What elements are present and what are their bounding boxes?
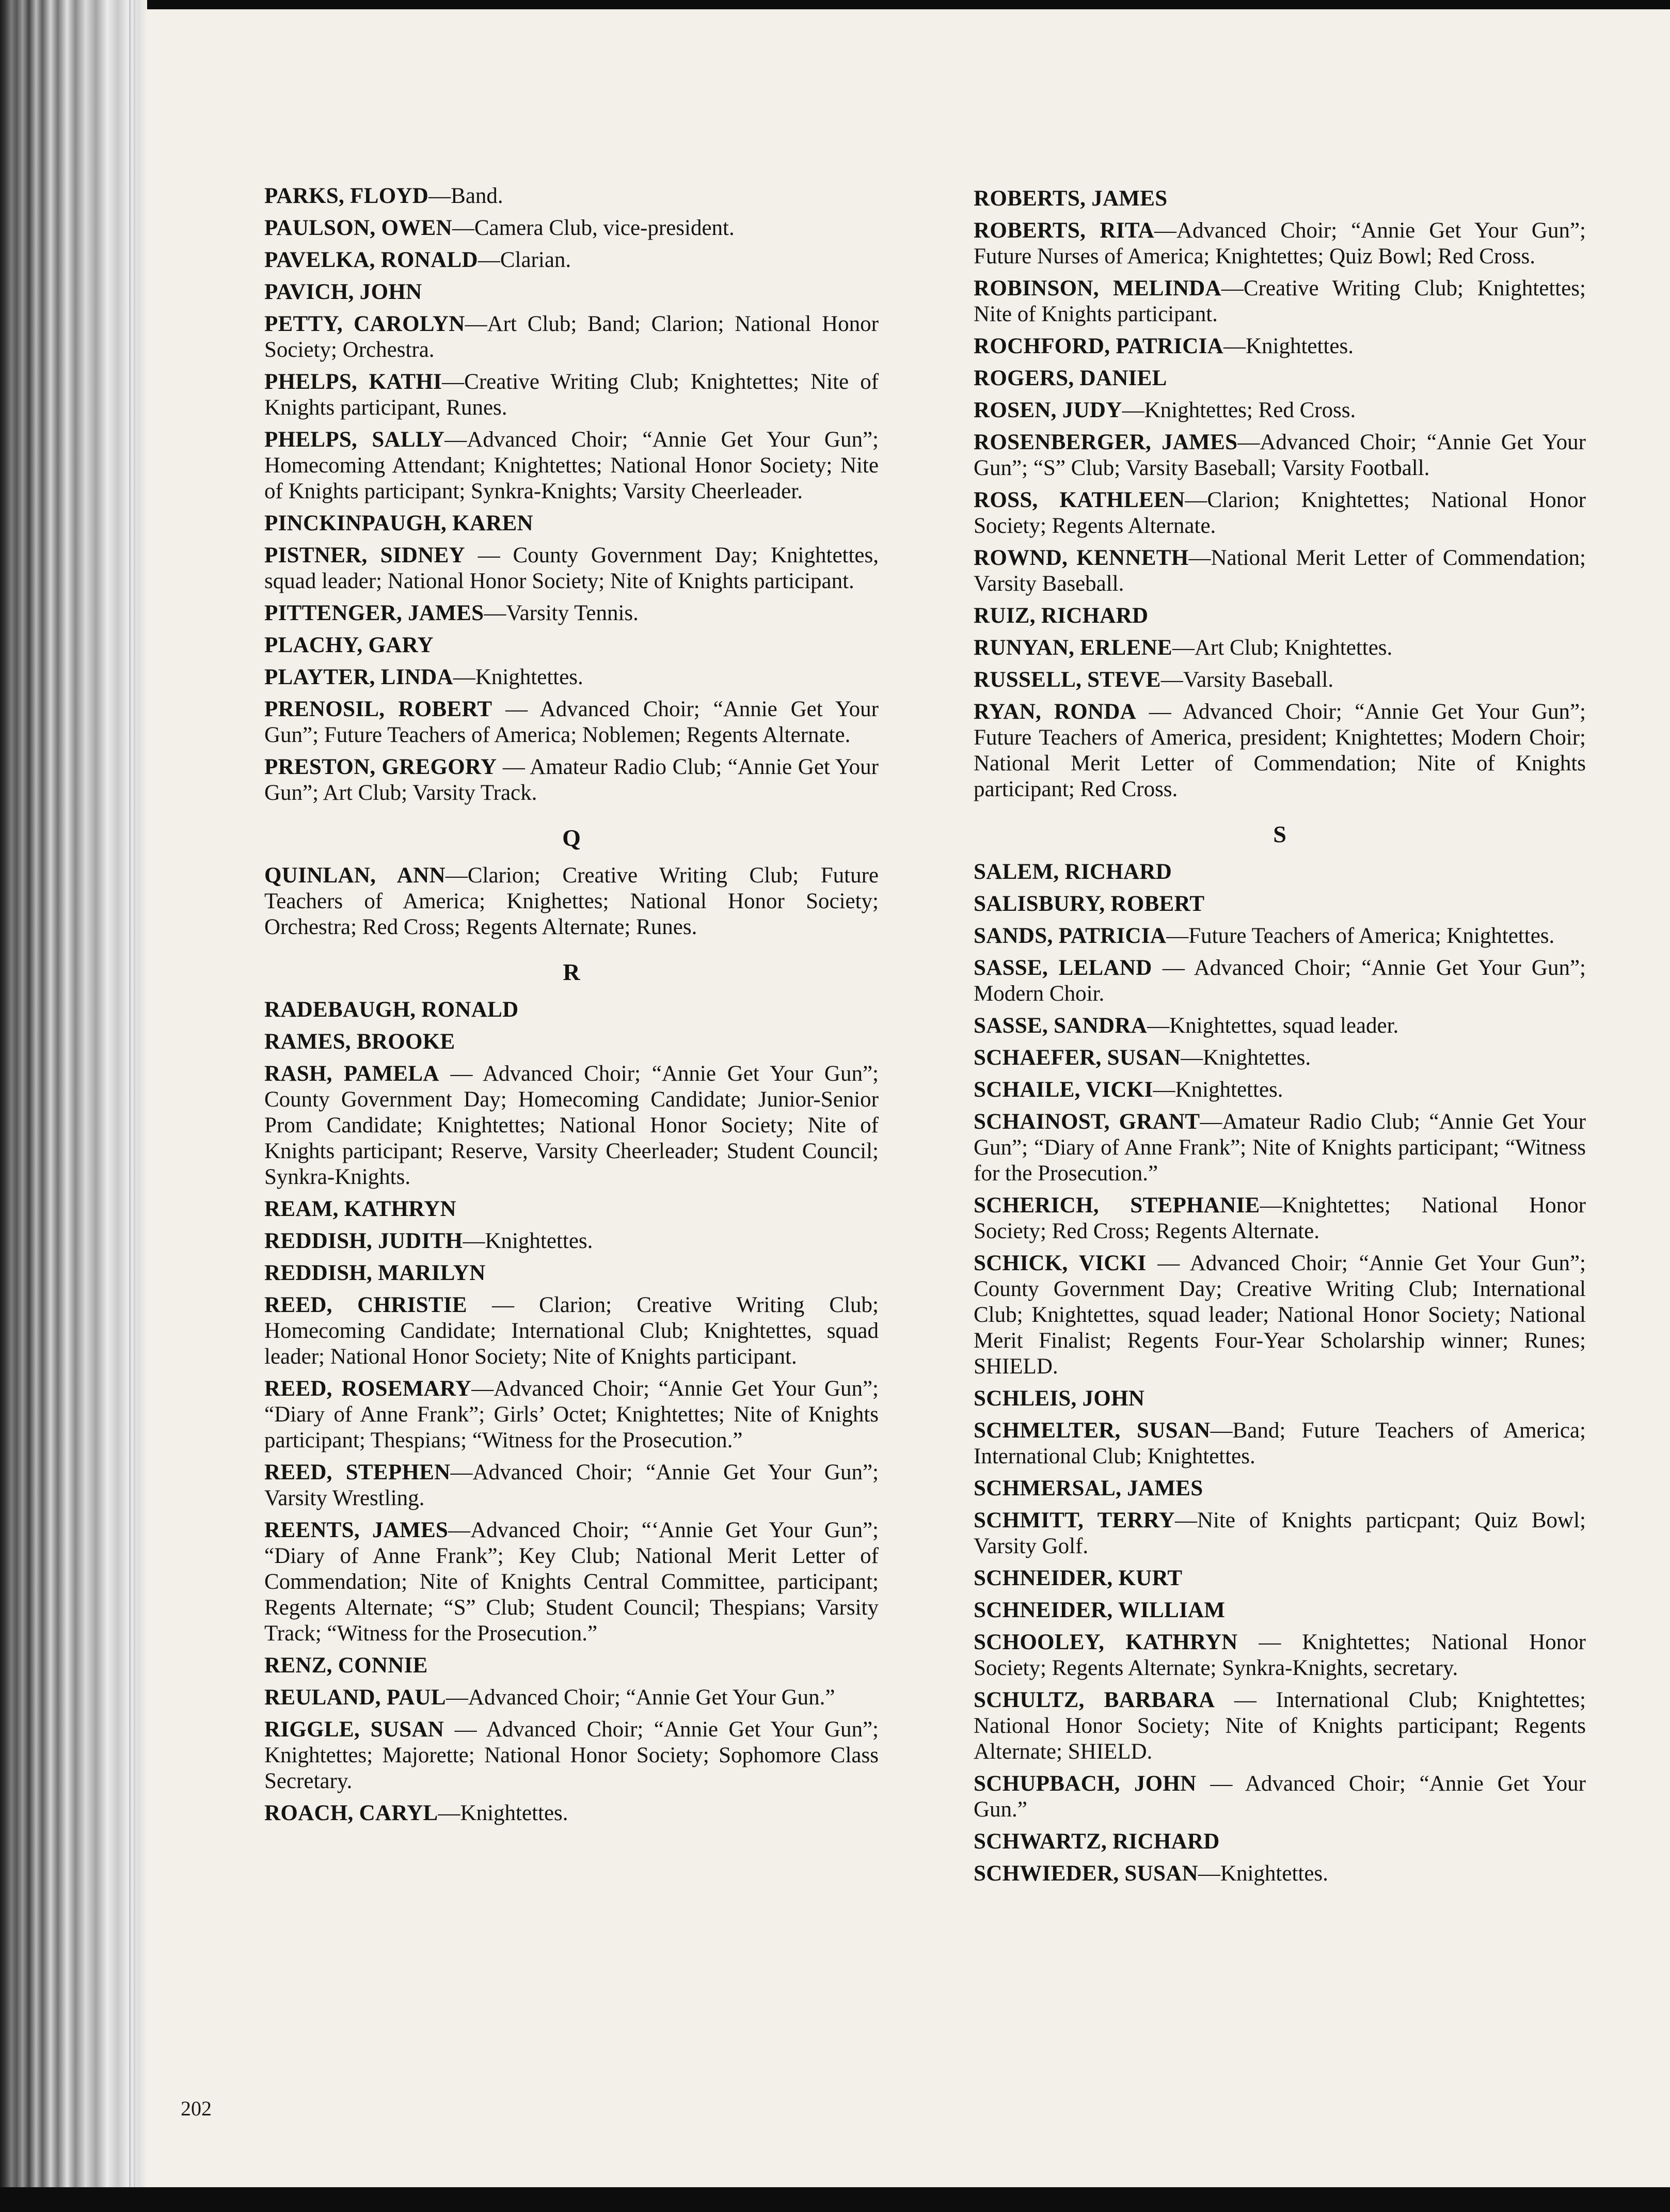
student-activities: —Creative Writing Club; Knightettes; Nite of Knights participant, Runes. bbox=[264, 370, 879, 420]
bottom-edge bbox=[0, 2187, 1670, 2212]
senior-entry bbox=[974, 1013, 1586, 1039]
student-name: REED, CHRISTIE bbox=[264, 1293, 467, 1317]
senior-entry bbox=[264, 1800, 879, 1826]
student-activities: —Future Teachers of America; Knightettes. bbox=[1166, 924, 1555, 948]
student-name: ROBERTS, RITA bbox=[974, 218, 1154, 243]
senior-entry bbox=[264, 601, 879, 626]
senior-entry bbox=[264, 1228, 879, 1254]
student-name: ROWND, KENNETH bbox=[974, 546, 1189, 570]
student-name: SASSE, LELAND bbox=[974, 956, 1152, 980]
student-activities: —Knightettes. bbox=[1198, 1861, 1328, 1886]
senior-entry bbox=[264, 633, 879, 658]
senior-entry bbox=[264, 279, 879, 305]
student-activities: — Amateur Radio Club; “Annie Get Your Gun”; Art Club; Varsity Track. bbox=[264, 755, 879, 805]
senior-entry bbox=[974, 891, 1586, 917]
senior-entry bbox=[264, 543, 879, 594]
student-name: PHELPS, SALLY bbox=[264, 428, 445, 452]
senior-entry bbox=[974, 186, 1586, 212]
student-name: ROGERS, DANIEL bbox=[974, 366, 1167, 390]
senior-entry bbox=[264, 997, 879, 1023]
student-name: SCHNEIDER, KURT bbox=[974, 1566, 1183, 1590]
student-activities: —Advanced Choir; “‘Annie Get Your Gun”; “Diary of Anne Frank”; Key Club; National Merit Letter of Commendation; Nite of Knights Central Committee, participant; Regents Alternate; “S” Club; Student Council; Thespians; Varsity Track; “Witness for the Prosecution.” bbox=[264, 1518, 879, 1646]
student-activities: — Knightettes; National Honor Society; Regents Alternate; Synkra-Knights, secretary. bbox=[974, 1630, 1586, 1680]
student-activities: — International Club; Knightettes; National Honor Society; Nite of Knights participant; Regents Alternate; SHIELD. bbox=[974, 1688, 1586, 1764]
student-name: RENZ, CONNIE bbox=[264, 1653, 428, 1678]
book-spine bbox=[0, 0, 147, 2212]
student-name: ROCHFORD, PATRICIA bbox=[974, 334, 1223, 358]
student-name: REENTS, JAMES bbox=[264, 1518, 449, 1542]
student-name: RUSSELL, STEVE bbox=[974, 668, 1161, 692]
student-name: PLAYTER, LINDA bbox=[264, 665, 453, 689]
senior-entry bbox=[264, 183, 879, 209]
student-activities: — Advanced Choir; “Annie Get Your Gun”; County Government Day; Creative Writing Club; International Club; Knightettes, squad leader; National Honor Society; National Merit Finalist; Regents Four-Year Scholarship winner; Runes; SHIELD. bbox=[974, 1251, 1586, 1379]
student-activities: —Knightettes. bbox=[1181, 1046, 1311, 1070]
student-name: SCHAEFER, SUSAN bbox=[974, 1046, 1181, 1070]
senior-entry bbox=[264, 1653, 879, 1679]
student-name: REED, ROSEMARY bbox=[264, 1377, 472, 1401]
senior-entry bbox=[974, 635, 1586, 661]
student-name: RASH, PAMELA bbox=[264, 1062, 439, 1086]
senior-entry bbox=[974, 218, 1586, 270]
student-name: PAVELKA, RONALD bbox=[264, 248, 478, 272]
right-column bbox=[974, 186, 1586, 1893]
student-activities: —Knightettes; National Honor Society; Red Cross; Regents Alternate. bbox=[974, 1193, 1586, 1243]
senior-entry bbox=[264, 1717, 879, 1794]
senior-entry bbox=[264, 511, 879, 536]
student-activities: — Advanced Choir; “Annie Get Your Gun”; Modern Choir. bbox=[974, 956, 1586, 1006]
senior-entry bbox=[264, 1292, 879, 1370]
student-name: SCHULTZ, BARBARA bbox=[974, 1688, 1215, 1712]
student-name: RAMES, BROOKE bbox=[264, 1030, 455, 1054]
student-activities: —Clarion; Knightettes; National Honor Society; Regents Alternate. bbox=[974, 488, 1586, 538]
senior-entry bbox=[264, 427, 879, 504]
student-name: REAM, KATHRYN bbox=[264, 1197, 456, 1221]
senior-entry bbox=[974, 366, 1586, 391]
entries-r bbox=[264, 997, 879, 1826]
entries-ro bbox=[974, 186, 1586, 802]
senior-entry bbox=[974, 1566, 1586, 1591]
senior-entry bbox=[974, 487, 1586, 539]
student-name: ROACH, CARYL bbox=[264, 1801, 438, 1825]
student-activities: —Varsity Baseball. bbox=[1160, 668, 1334, 692]
student-name: SCHICK, VICKI bbox=[974, 1251, 1147, 1275]
student-activities: — Advanced Choir; “Annie Get Your Gun”; Future Teachers of America; Noblemen; Regents Alternate. bbox=[264, 697, 879, 747]
senior-entry bbox=[974, 276, 1586, 327]
student-name: RADEBAUGH, RONALD bbox=[264, 998, 519, 1022]
student-name: PAULSON, OWEN bbox=[264, 216, 452, 240]
senior-entry bbox=[974, 1508, 1586, 1559]
student-activities: — Advanced Choir; “Annie Get Your Gun”; Knightettes; Majorette; National Honor Society; Sophomore Class Secretary. bbox=[264, 1717, 879, 1793]
senior-entry bbox=[264, 754, 879, 806]
student-activities: —Art Club; Band; Clarion; National Honor Society; Orchestra. bbox=[264, 312, 879, 362]
student-activities: —Varsity Tennis. bbox=[484, 601, 639, 625]
student-activities: —Amateur Radio Club; “Annie Get Your Gun”; “Diary of Anne Frank”; Nite of Knights participant; “Witness for the Prosecution.” bbox=[974, 1110, 1586, 1186]
senior-entry bbox=[974, 1861, 1586, 1887]
student-name: PRESTON, GREGORY bbox=[264, 755, 497, 779]
senior-entry bbox=[264, 1376, 879, 1453]
student-activities: —Clarian. bbox=[478, 248, 571, 272]
senior-entry bbox=[974, 1386, 1586, 1412]
student-activities: —Creative Writing Club; Knightettes; Nite of Knights participant. bbox=[974, 276, 1586, 326]
student-activities: — County Government Day; Knightettes, squad leader; National Honor Society; Nite of Knights participant. bbox=[264, 543, 879, 593]
student-name: PETTY, CAROLYN bbox=[264, 312, 465, 336]
senior-entry bbox=[974, 398, 1586, 423]
student-activities: — Advanced Choir; “Annie Get Your Gun”; County Government Day; Homecoming Candidate; Junior-Senior Prom Candidate; Knightettes; National Honor Society; Nite of Knights participant; Reserve, Varsity Cheerleader; Student Council; Synkra-Knights. bbox=[264, 1062, 879, 1189]
senior-entry bbox=[974, 667, 1586, 693]
student-name: SANDS, PATRICIA bbox=[974, 924, 1167, 948]
student-name: ROBERTS, JAMES bbox=[974, 186, 1168, 211]
senior-entry bbox=[264, 1518, 879, 1647]
student-name: ROSENBERGER, JAMES bbox=[974, 430, 1238, 454]
senior-entry bbox=[264, 247, 879, 273]
senior-entry bbox=[974, 1598, 1586, 1623]
student-activities: —Camera Club, vice-president. bbox=[452, 216, 735, 240]
senior-entry bbox=[264, 1029, 879, 1055]
section-letter-s: S bbox=[1273, 821, 1286, 847]
student-name: PISTNER, SIDNEY bbox=[264, 543, 465, 567]
senior-entry bbox=[264, 697, 879, 748]
left-column bbox=[264, 183, 879, 1832]
student-activities: —Advanced Choir; “Annie Get Your Gun”; Homecoming Attendant; Knightettes; National Honor Society; Nite of Knights participant; Synkra-Knights; Varsity Cheerleader. bbox=[264, 428, 879, 503]
student-activities: —Advanced Choir; “Annie Get Your Gun.” bbox=[446, 1685, 835, 1710]
student-name: PHELPS, KATHI bbox=[264, 370, 442, 394]
student-activities: —Knightettes. bbox=[463, 1229, 593, 1253]
student-activities: —Advanced Choir; “Annie Get Your Gun”; “Diary of Anne Frank”; Girls’ Octet; Knightettes; Nite of Knights participant; Thespians; “Witness for the Prosecution.” bbox=[264, 1377, 879, 1452]
senior-entry bbox=[974, 1829, 1586, 1855]
senior-entry bbox=[974, 430, 1586, 481]
senior-entry bbox=[264, 1260, 879, 1286]
senior-entry bbox=[974, 1771, 1586, 1823]
student-activities: —Knightettes, squad leader. bbox=[1147, 1014, 1399, 1038]
student-name: SCHWARTZ, RICHARD bbox=[974, 1829, 1220, 1854]
student-name: PITTENGER, JAMES bbox=[264, 601, 484, 625]
student-activities: — Advanced Choir; “Annie Get Your Gun.” bbox=[974, 1772, 1586, 1822]
senior-entry bbox=[974, 334, 1586, 359]
student-activities: —Knightettes. bbox=[1153, 1078, 1283, 1102]
student-activities: —Band; Future Teachers of America; International Club; Knightettes. bbox=[974, 1418, 1586, 1468]
student-name: PRENOSIL, ROBERT bbox=[264, 697, 492, 721]
student-name: SCHOOLEY, KATHRYN bbox=[974, 1630, 1238, 1654]
student-activities: —Advanced Choir; “Annie Get Your Gun”; “S” Club; Varsity Baseball; Varsity Football. bbox=[974, 430, 1586, 480]
student-activities: — Clarion; Creative Writing Club; Homecoming Candidate; International Club; Knightettes, squad leader; National Honor Society; Nite of Knights participant. bbox=[264, 1293, 879, 1369]
student-activities: —Nite of Knights particpant; Quiz Bowl; Varsity Golf. bbox=[974, 1508, 1586, 1558]
senior-entry bbox=[974, 1418, 1586, 1470]
senior-entry bbox=[264, 215, 879, 241]
student-name: SCHERICH, STEPHANIE bbox=[974, 1193, 1260, 1218]
entries-p bbox=[264, 183, 879, 806]
senior-entry bbox=[264, 1061, 879, 1190]
student-name: RUNYAN, ERLENE bbox=[974, 636, 1172, 660]
student-name: QUINLAN, ANN bbox=[264, 863, 446, 888]
student-activities: —National Merit Letter of Commendation; Varsity Baseball. bbox=[974, 546, 1586, 596]
senior-entry bbox=[974, 699, 1586, 802]
entries-q bbox=[264, 863, 879, 940]
student-activities: —Knightettes. bbox=[1223, 334, 1354, 358]
senior-entry bbox=[974, 1476, 1586, 1502]
student-name: SCHWIEDER, SUSAN bbox=[974, 1861, 1198, 1886]
student-name: ROBINSON, MELINDA bbox=[974, 276, 1221, 301]
student-activities: —Advanced Choir; “Annie Get Your Gun”; Varsity Wrestling. bbox=[264, 1460, 879, 1510]
senior-entry bbox=[264, 311, 879, 363]
student-name: SCHUPBACH, JOHN bbox=[974, 1772, 1197, 1796]
senior-entry bbox=[974, 859, 1586, 885]
senior-entry bbox=[974, 1193, 1586, 1244]
section-letter-q: Q bbox=[562, 825, 581, 851]
student-activities: —Art Club; Knightettes. bbox=[1172, 636, 1393, 660]
section-letter-r: R bbox=[563, 959, 580, 985]
student-name: SCHNEIDER, WILLIAM bbox=[974, 1598, 1226, 1622]
student-name: ROSEN, JUDY bbox=[974, 398, 1122, 422]
student-name: SALEM, RICHARD bbox=[974, 860, 1172, 884]
senior-entry bbox=[974, 1077, 1586, 1103]
page-number: 202 bbox=[181, 2097, 212, 2120]
senior-entry bbox=[974, 603, 1586, 629]
student-activities: —Knightettes; Red Cross. bbox=[1122, 398, 1356, 422]
student-name: PINCKINPAUGH, KAREN bbox=[264, 511, 533, 535]
student-name: PAVICH, JOHN bbox=[264, 280, 422, 304]
senior-entry bbox=[974, 1630, 1586, 1681]
student-name: REED, STEPHEN bbox=[264, 1460, 451, 1484]
senior-entry bbox=[264, 1460, 879, 1511]
student-activities: —Clarion; Creative Writing Club; Future Teachers of America; Knighettes; National Honor Society; Orchestra; Red Cross; Regents Alternate; Runes. bbox=[264, 863, 879, 939]
student-activities: —Knightettes. bbox=[438, 1801, 568, 1825]
student-activities: — Advanced Choir; “Annie Get Your Gun”; Future Teachers of America, president; Knightettes; Modern Choir; National Merit Letter of Commendation; Nite of Knights participant; Red Cross. bbox=[974, 700, 1586, 801]
student-activities: —Band. bbox=[428, 184, 503, 208]
senior-entry bbox=[974, 1687, 1586, 1765]
student-name: SCHMITT, TERRY bbox=[974, 1508, 1175, 1532]
student-name: REDDISH, MARILYN bbox=[264, 1261, 486, 1285]
entries-s bbox=[974, 859, 1586, 1887]
senior-entry bbox=[974, 1251, 1586, 1380]
student-name: SCHLEIS, JOHN bbox=[974, 1386, 1145, 1411]
student-name: RYAN, RONDA bbox=[974, 700, 1137, 724]
senior-entry bbox=[974, 1045, 1586, 1071]
student-name: SCHMERSAL, JAMES bbox=[974, 1476, 1203, 1500]
student-name: PLACHY, GARY bbox=[264, 633, 434, 657]
student-name: RUIZ, RICHARD bbox=[974, 604, 1149, 628]
student-activities: —Knightettes. bbox=[453, 665, 583, 689]
senior-entry bbox=[974, 923, 1586, 949]
student-activities: —Advanced Choir; “Annie Get Your Gun”; Future Nurses of America; Knightettes; Quiz Bowl; Red Cross. bbox=[974, 218, 1586, 268]
student-name: SCHMELTER, SUSAN bbox=[974, 1418, 1211, 1443]
senior-entry bbox=[264, 1685, 879, 1711]
student-name: SCHAINOST, GRANT bbox=[974, 1110, 1200, 1134]
senior-entry bbox=[974, 545, 1586, 597]
student-name: PARKS, FLOYD bbox=[264, 184, 429, 208]
student-name: REDDISH, JUDITH bbox=[264, 1229, 463, 1253]
senior-entry bbox=[264, 369, 879, 421]
student-name: REULAND, PAUL bbox=[264, 1685, 446, 1710]
student-name: SCHAILE, VICKI bbox=[974, 1078, 1153, 1102]
student-name: RIGGLE, SUSAN bbox=[264, 1717, 444, 1742]
student-name: ROSS, KATHLEEN bbox=[974, 488, 1185, 512]
student-name: SALISBURY, ROBERT bbox=[974, 892, 1205, 916]
senior-entry bbox=[264, 1196, 879, 1222]
senior-entry bbox=[974, 955, 1586, 1007]
page-edge bbox=[129, 0, 135, 2212]
senior-entry bbox=[264, 863, 879, 940]
senior-entry bbox=[974, 1109, 1586, 1187]
senior-entry bbox=[264, 665, 879, 690]
student-name: SASSE, SANDRA bbox=[974, 1014, 1148, 1038]
